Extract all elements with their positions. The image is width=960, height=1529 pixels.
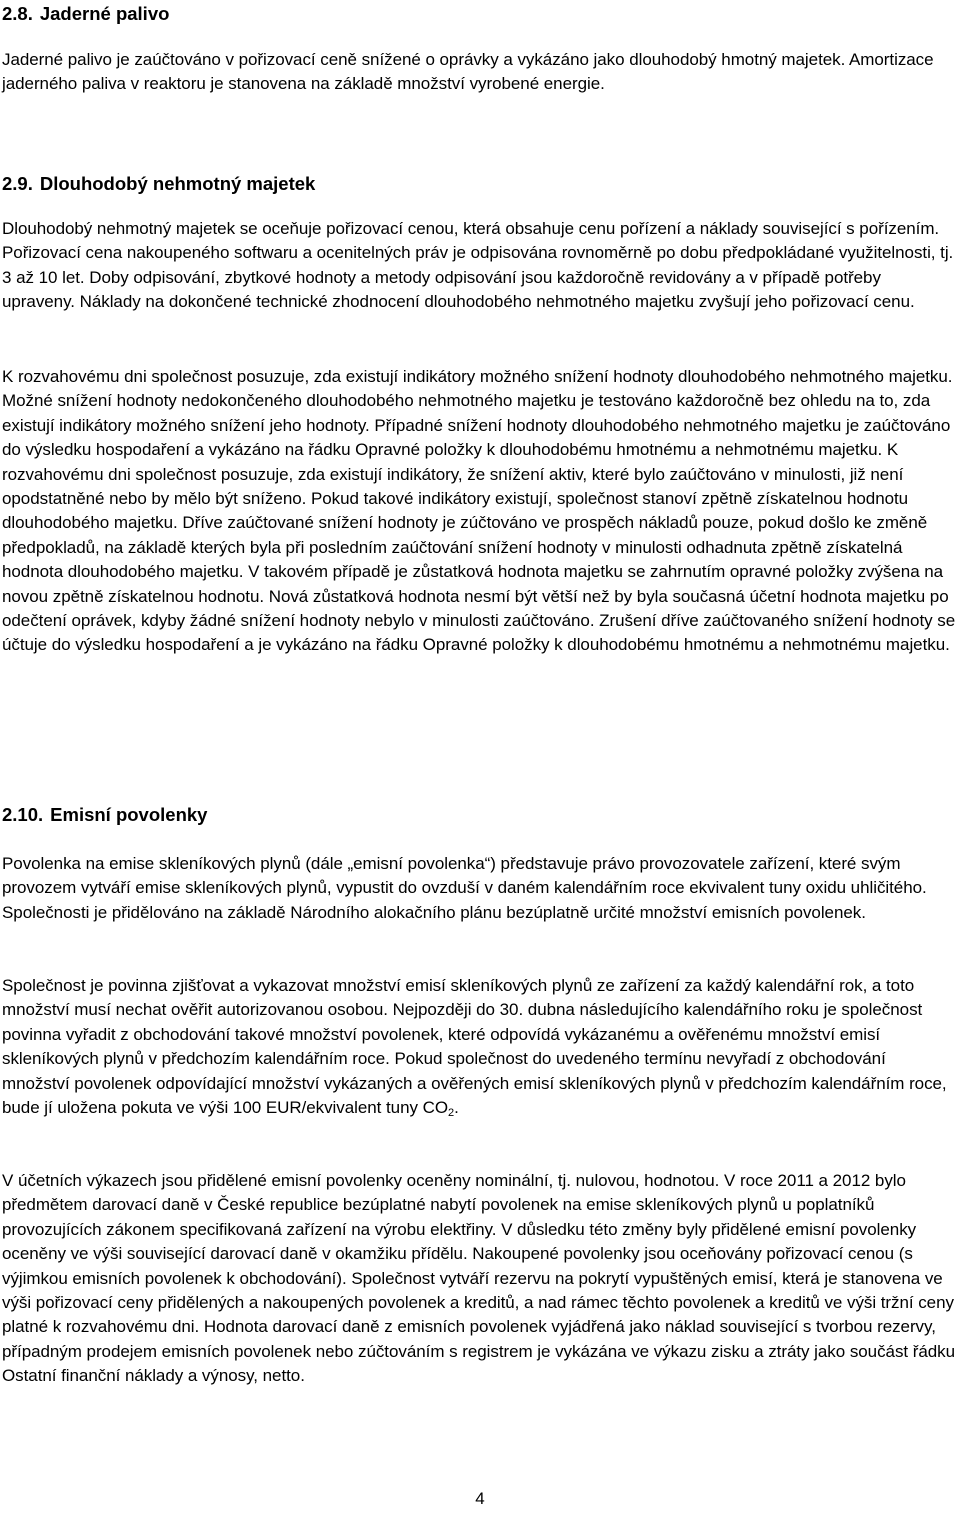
section-heading xyxy=(2,172,315,196)
section-number: 2.10. xyxy=(2,804,44,825)
section-heading xyxy=(2,803,207,827)
section-title: Dlouhodobý nehmotný majetek xyxy=(39,173,316,194)
paragraph: V účetních výkazech jsou přidělené emisní povolenky oceněny nominální, tj. nulovou, hodnotou. V roce 2011 a 2012 bylo předmětem darovací daně v České republice bezúplatné nabytí povolenek na emise skleníkových plynů u poplatníků provozujících zákonem specifikovaná zařízení na výrobu elektřiny. V důsledku této změny byly přidělené emisní povolenky oceněny ve výši související darovací daně v okamžiku přídělu. Nakoupené povolenky jsou oceňovány pořizovací cenou (s výjimkou emisních povolenek k obchodování). Společnost vytváří rezervu na pokrytí vypuštěných emisí, která je stanovena ve výši pořizovací ceny přidělených a nakoupených povolenek a kreditů, a nad rámec těchto povolenek a kreditů ve výši tržní ceny platné k rozvahovému dni. Hodnota darovací daně z emisních povolenek vyjádřená jako náklad související s tvorbou rezervy, případným prodejem emisních povolenek nebo zúčtováním s registrem je vykázána ve výkazu zisku a ztráty jako součást řádku Ostatní finanční náklady a výnosy, netto. xyxy=(2,1171,956,1386)
section-heading xyxy=(2,2,169,26)
paragraph: K rozvahovému dni společnost posuzuje, zda existují indikátory možného snížení hodnoty dlouhodobého nehmotného majetku. Možné snížení hodnoty nedokončeného dlouhodobého nehmotného majetku je testováno každoročně bez ohledu na to, zda existují indikátory možného snížení jeho hodnoty. Případné snížení hodnoty dlouhodobého nehmotného majetku je zaúčtováno do výsledku hospodaření a vykázáno na řádku Opravné položky k dlouhodobému hmotnému a nehmotnému majetku. K rozvahovému dni společnost posuzuje, zda existují indikátory, že snížení aktiv, které bylo zaúčtováno v minulosti, již není opodstatněné nebo by mělo být sníženo. Pokud takové indikátory existují, společnost stanoví zpětně získatelnou hodnotu dlouhodobého majetku. Dříve zaúčtované snížení hodnoty je zúčtováno ve prospěch nákladů pouze, pokud došlo ke změně předpokladů, na základě kterých byla při posledním zaúčtování snížení hodnoty v minulosti odhadnuta zpětně získatelná hodnota dlouhodobého majetku. V takovém případě je zůstatková hodnota majetku se zahrnutím opravné položky zvýšena na novou zpětně získatelnou hodnotu. Nová zůstatková hodnota nesmí být větší než by byla současná účetní hodnota majetku po odečtení oprávek, kdyby žádné snížení hodnoty nebylo v minulosti zaúčtováno. Zrušení dříve zaúčtovaného snížení hodnoty se účtuje do výsledku hospodaření a je vykázáno na řádku Opravné položky k dlouhodobému hmotnému a nehmotnému majetku. xyxy=(2,367,956,655)
paragraph-text: Společnost je povinna zjišťovat a vykazovat množství emisí skleníkových plynů ze zařízení za každý kalendářní rok, a toto množství musí nechat ověřit autorizovanou osobou. Nejpozději do 30. dubna následujícího kalendářního roku je společnost povinna vyřadit z obchodování takové množství povolenek, které odpovídá vykázanému a ověřenému množství emisí skleníkových plynů v předchozím kalendářním roce. Pokud společnost do uvedeného termínu nevyřadí z obchodování množství povolenek odpovídající množství vykázaných a ověřených emisí skleníkových plynů v předchozím kalendářním roce, bude jí uložena pokuta ve výši 100 EUR/ekvivalent tuny CO xyxy=(2,976,947,1118)
paragraph: Dlouhodobý nehmotný majetek se oceňuje pořizovací cenou, která obsahuje cenu pořízení a náklady související s pořízením. Pořizovací cena nakoupeného softwaru a ocenitelných práv je odpisována rovnoměrně po dobu předpokládané využitelnosti, tj. 3 až 10 let. Doby odpisování, zbytkové hodnoty a metody odpisování jsou každoročně revidovány a v případě potřeby upraveny. Náklady na dokončené technické zhodnocení dlouhodobého nehmotného majetku zvyšují jeho pořizovací cenu. xyxy=(2,219,954,312)
section-number: 2.9. xyxy=(2,173,33,194)
co2-subscript: 2 xyxy=(448,1107,455,1120)
paragraph: Jaderné palivo je zaúčtováno v pořizovací ceně snížené o oprávky a vykázáno jako dlouhodobý hmotný majetek. Amortizace jaderného paliva v reaktoru je stanovena na základě množství vyrobené energie. xyxy=(2,50,934,94)
paragraph xyxy=(2,974,956,1120)
paragraph: Povolenka na emise skleníkových plynů (dále „emisní povolenka“) představuje právo provozovatele zařízení, které svým provozem vytváří emise skleníkových plynů, vypustit do ovzduší v daném kalendářním roce ekvivalent tuny oxidu uhličitého. Společnosti je přidělováno na základě Národního alokačního plánu bezúplatně určité množství emisních povolenek. xyxy=(2,854,927,922)
section-title: Emisní povolenky xyxy=(50,804,208,825)
section-title: Jaderné palivo xyxy=(39,3,170,24)
section-number: 2.8. xyxy=(2,3,33,24)
page-number: 4 xyxy=(475,1489,485,1508)
paragraph-end: . xyxy=(454,1098,459,1118)
